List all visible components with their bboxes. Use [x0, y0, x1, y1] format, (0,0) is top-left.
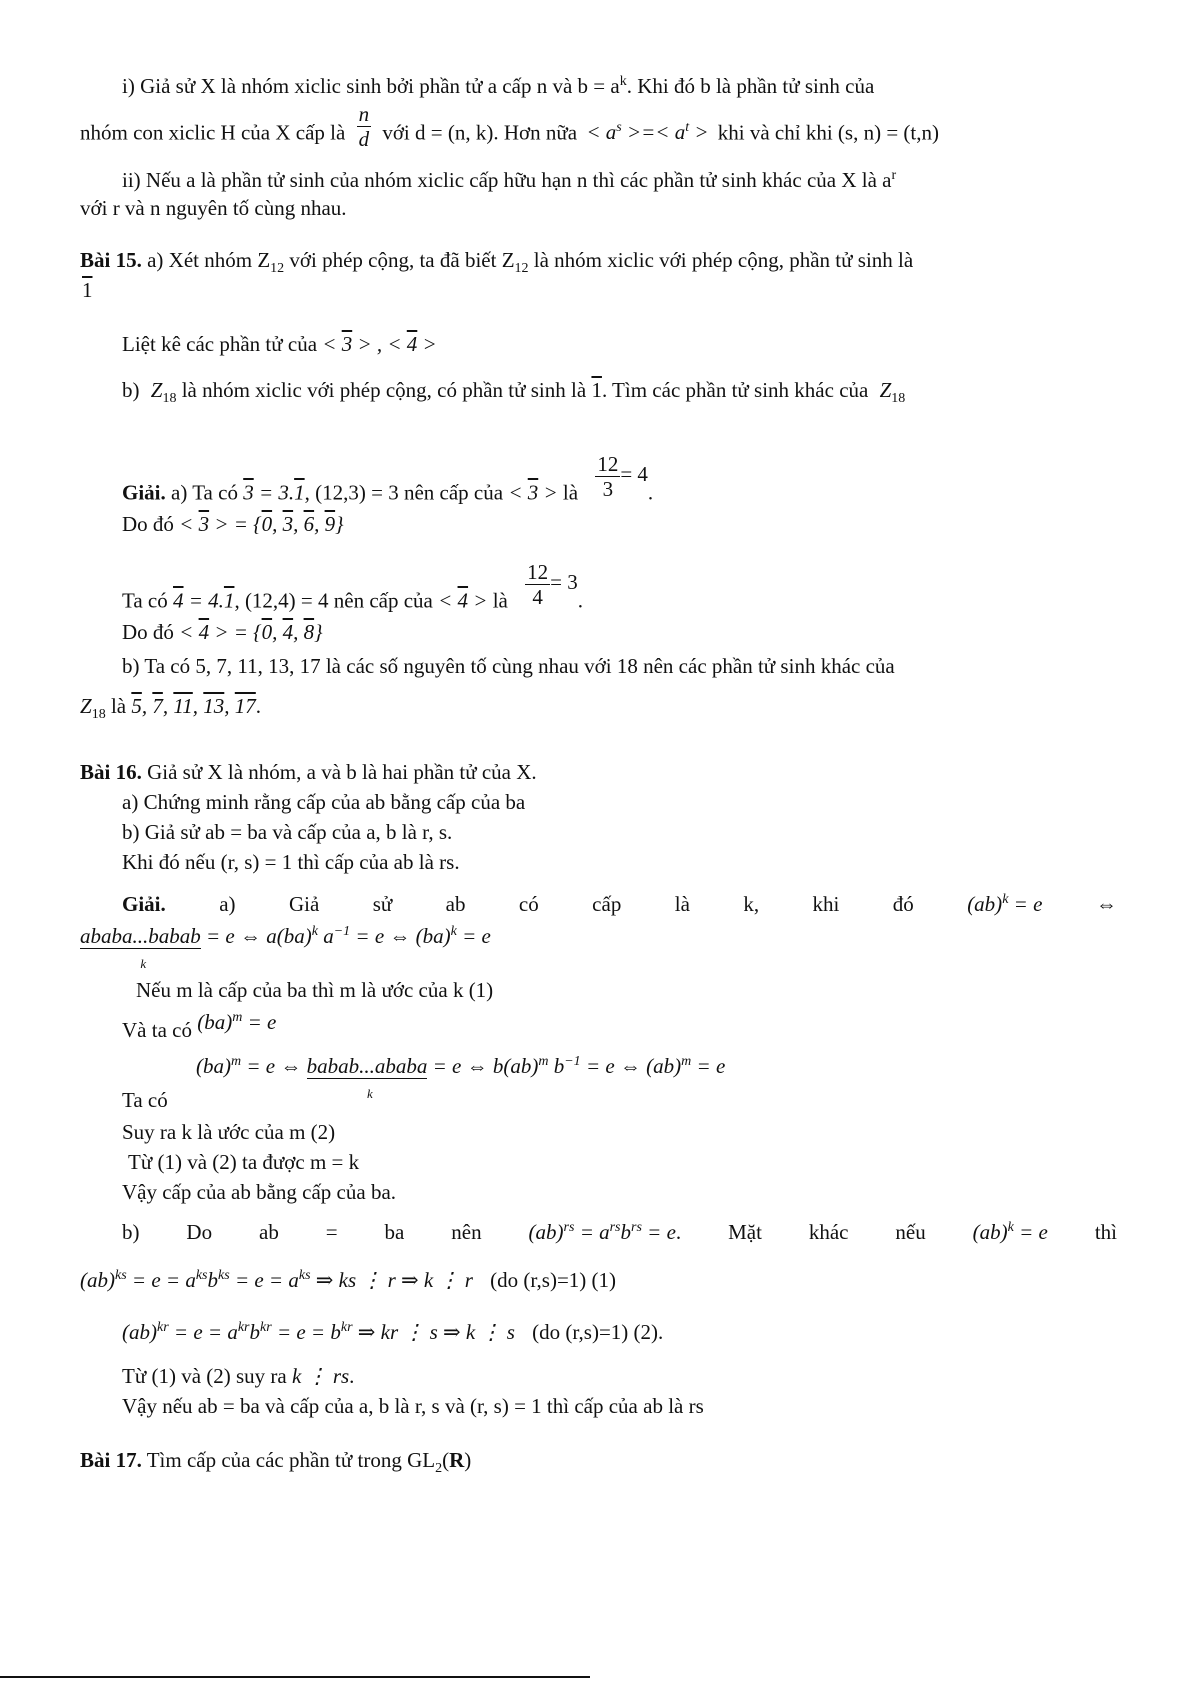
bai16-l7: Suy ra k là ước của m (2) — [122, 1120, 336, 1144]
bai15-list-line: Liệt kê các phần tử của < 3 > , < 4 > — [122, 332, 437, 356]
intro-i-line2: nhóm con xiclic H của X cấp là $\frac{n}{d}$ với d = (n, k). Hơn nữa < $a^s$ >=< $a^t$ > khi và chỉ khi (s, n) = (t,n) — [80, 102, 939, 151]
bai16-intro: Bài 16. Giả sử X là nhóm, a và b là hai phần tử của X. — [80, 760, 537, 784]
underbrace-ababa: ababa...babab k — [80, 924, 201, 971]
bai16-l3: Nếu m là cấp của ba thì m là ước của k (1) — [136, 978, 494, 1002]
bai15-set3-line: Do đó < 3 > = {0, 3, 6, 9} — [122, 512, 344, 536]
bai15-list-math: < 3 > , < 4 > — [322, 332, 437, 356]
bai16-l5: (ba)$^m$ = e ⇔ babab...ababa k = e ⇔ b(ab)$^m$ $b^{-1} = e$ ⇔ (ab)$^m$ = e — [196, 1054, 726, 1101]
bai17-line: Bài 17. Tìm cấp của các phần tử trong $GL_2(R)$ — [80, 1448, 472, 1477]
fraction-12-over-4: $\frac{12}{4}$ — [527, 560, 549, 609]
intro-ii-line2: với r và n nguyên tố cùng nhau. — [80, 196, 347, 220]
intro-math-subgroup: < $a^s$ >=< $a^t$ > — [586, 120, 709, 145]
fraction-n-over-d: $\frac{n}{d}$ — [358, 102, 370, 151]
bai15-giai-a1: Giải. a) Ta có 3 = 3.1, (12,3) = 3 nên cấp của < 3 > là $\frac{12}{3}$ = 4. — [122, 452, 654, 505]
bai16-a: a) Chứng minh rằng cấp của ab bằng cấp của ba — [122, 790, 526, 814]
bai16-giai-line1: Giải. a) Giả sử ab có cấp là k, khi đó (ab)$^k$ = e ⇔ — [122, 892, 1117, 916]
fraction-12-over-3: $\frac{12}{3}$ — [597, 452, 619, 501]
bai15-b-line: b) $Z_{18}$ là nhóm xiclic với phép cộng, có phần tử sinh là 1. Tìm các phần tử sinh khác của $Z_{18}$ — [122, 378, 906, 407]
footer-rule — [0, 1676, 590, 1678]
bai16-l4: Và ta có (ba)$^m$ = e — [122, 1010, 277, 1042]
bai16-l6: Ta có — [122, 1088, 168, 1112]
bai15-set4-line: Do đó < 4 > = {0, 4, 8} — [122, 620, 323, 644]
bai15-giai-b1: b) Ta có 5, 7, 11, 13, 17 là các số nguyên tố cùng nhau với 18 nên các phần tử sinh khác của — [122, 654, 895, 678]
bai16-l14: Vậy nếu ab = ba và cấp của a, b là r, s và (r, s) = 1 thì cấp của ab là rs — [122, 1394, 704, 1418]
bai16-b: b) Giả sử ab = ba và cấp của a, b là r, s. — [122, 820, 453, 844]
bai16-b-line1: b) Do ab = ba nên $(ab)^{rs} = a^{rs}b^{rs} = e$. Mặt khác nếu (ab)$^k$ = e thì — [122, 1220, 1117, 1244]
bai16-giai-line2: ababa...babab k = e ⇔ a(ba)$^k$ $a^{-1} = e$ ⇔ (ba)$^k$ = e — [80, 924, 491, 971]
bai16-l11: $(ab)^{ks} = e = a^{ks}b^{ks} = e = a^{ks}$ ⇒ ks ⋮ r ⇒ k ⋮ r (do (r,s)=1) (1) — [80, 1268, 617, 1292]
bai16-l12: $(ab)^{kr} = e = a^{kr}b^{kr} = e = b^{kr}$ ⇒ kr ⋮ s ⇒ k ⋮ s (do (r,s)=1) (2). — [122, 1320, 664, 1344]
bai15-giai-b2: $Z_{18}$ là 5, 7, 11, 13, 17. — [80, 694, 262, 723]
bai16-c: Khi đó nếu (r, s) = 1 thì cấp của ab là rs. — [122, 850, 460, 874]
intro-ii-line1: ii) Nếu a là phần tử sinh của nhóm xiclic cấp hữu hạn n thì các phần tử sinh khác của X là $a^r$ — [122, 168, 897, 192]
underbrace-babab: babab...ababa k — [306, 1054, 428, 1101]
bai15-a-line: Bài 15. a) Xét nhóm $Z_{12}$ với phép cộng, ta đã biết $Z_{12}$ là nhóm xiclic với phép cộng, phần tử sinh là — [80, 248, 914, 277]
bai16-l9: Vậy cấp của ab bằng cấp của ba. — [122, 1180, 397, 1204]
bai16-l8: Từ (1) và (2) ta được m = k — [128, 1150, 360, 1174]
bai16-l13: Từ (1) và (2) suy ra k ⋮ rs. — [122, 1364, 355, 1388]
bai15-giai-a2: Ta có 4 = 4.1, (12,4) = 4 nên cấp của < 4 > là $\frac{12}{4}$ = 3. — [122, 560, 583, 613]
bai15-one-bar: 1 — [82, 278, 93, 302]
intro-i-line1: i) Giả sử X là nhóm xiclic sinh bởi phần tử a cấp n và $b = a^k$. Khi đó b là phần tử sinh của — [122, 74, 875, 98]
